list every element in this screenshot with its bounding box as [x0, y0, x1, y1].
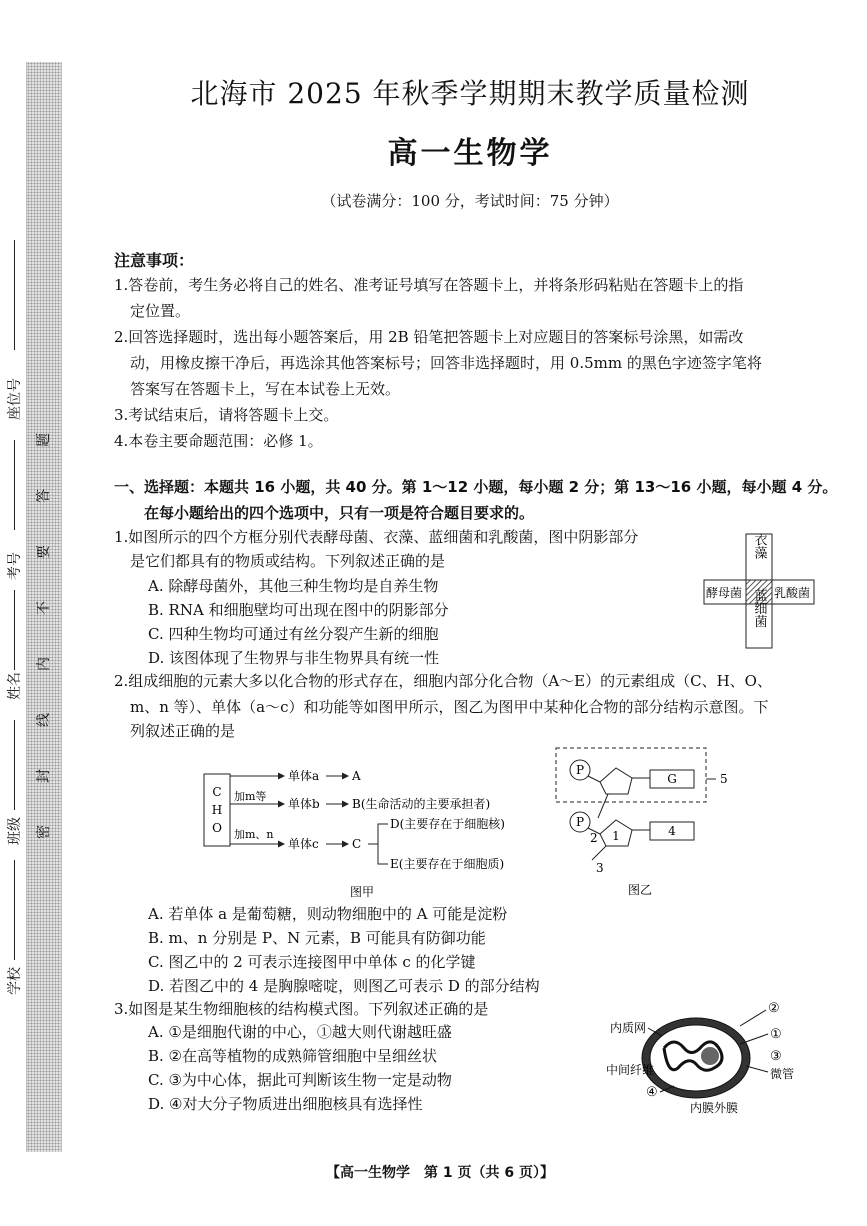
q1-stem-2: 是它们都具有的物质或结构。下列叙述正确的是	[130, 552, 446, 570]
note-line: 定位置。	[130, 302, 191, 320]
exam-no-label: 考号	[7, 552, 23, 580]
q3-option-a: A. ①是细胞代谢的中心，①越大则代谢越旺盛	[148, 1023, 452, 1041]
svg-text:E(主要存在于细胞质): E(主要存在于细胞质)	[390, 857, 505, 871]
label-microtubule: 微管	[770, 1067, 795, 1081]
seal-char: 题	[36, 433, 52, 447]
q2-stem-2: m、n 等）、单体（a～c）和功能等如图甲所示，图乙为图甲中某种化合物的部分结构示意图。下	[130, 698, 769, 716]
score-info: （试卷满分：100 分，考试时间：75 分钟）	[321, 192, 619, 210]
label-filament: 中间纤维	[605, 1063, 654, 1077]
note-line: 答案写在答题卡上，写在本试卷上无效。	[130, 380, 401, 398]
q2-option-a: A. 若单体 a 是葡萄糖，则动物细胞中的 A 可能是淀粉	[148, 905, 508, 923]
q2-option-c: C. 图乙中的 2 可表示连接图甲中单体 c 的化学键	[148, 953, 476, 971]
svg-text:B(生命活动的主要承担者): B(生命活动的主要承担者)	[352, 797, 491, 811]
seal-char: 封	[36, 769, 52, 783]
subject-title: 高一生物学	[387, 136, 553, 171]
class-label: 班级	[7, 817, 23, 845]
seal-char: 不	[36, 601, 52, 615]
fig-left-label: 酵母菌	[706, 586, 743, 600]
section-heading: 一、选择题：本题共 16 小题，共 40 分。第 1～12 小题，每小题 2 分；第 13～16 小题，每小题 4 分。	[114, 478, 838, 496]
element-h: H	[211, 803, 223, 817]
q1-stem: 1.如图所示的四个方框分别代表酵母菌、衣藻、蓝细菌和乳酸菌，图中阴影部分	[114, 528, 639, 546]
q2-option-d: D. 若图乙中的 4 是胸腺嘧啶，则图乙可表示 D 的部分结构	[148, 977, 540, 995]
svg-text:2: 2	[590, 831, 598, 845]
svg-text:单体a: 单体a	[288, 769, 320, 783]
q1-option-c: C. 四种生物均可通过有丝分裂产生新的细胞	[148, 625, 439, 643]
svg-text:加m等: 加m等	[234, 790, 267, 803]
svg-text:③: ③	[770, 1049, 782, 1064]
name-underline	[14, 590, 15, 670]
class-underline	[14, 720, 15, 810]
seal-char: 内	[36, 657, 52, 671]
seal-char: 要	[36, 545, 52, 559]
seal-char: 密	[36, 825, 52, 839]
svg-text:单体c: 单体c	[288, 837, 319, 851]
q2-figure-yi	[548, 742, 748, 904]
q2-stem: 2.组成细胞的元素大多以化合物的形式存在，细胞内部分化合物（A～E）的元素组成（C、H、O、	[114, 672, 772, 690]
note-line: 动，用橡皮擦干净后，再选涂其他答案标号；回答非选择题时，用 0.5mm 的黑色字迹签字笔将	[130, 354, 762, 372]
q3-option-b: B. ②在高等植物的成熟筛管细胞中呈细丝状	[148, 1047, 438, 1065]
name-label: 姓名	[7, 672, 23, 700]
element-o: O	[212, 821, 222, 835]
binding-strip	[0, 0, 86, 1226]
note-line: 2.回答选择题时，选出每小题答案后，用 2B 铅笔把答题卡上对应题目的答案标号涂黑，如需改	[114, 328, 744, 346]
svg-text:D(主要存在于细胞核): D(主要存在于细胞核)	[390, 817, 505, 831]
notes-heading: 注意事项：	[114, 251, 195, 270]
svg-text:P: P	[575, 815, 585, 829]
q3-nucleus-figure	[590, 1000, 800, 1120]
note-line: 3.考试结束后，请将答题卡上交。	[114, 406, 339, 424]
label-membrane: 内膜外膜	[689, 1101, 739, 1115]
fig-top-label: 衣藻	[751, 533, 767, 559]
element-c: C	[212, 785, 222, 799]
svg-text:A: A	[352, 769, 361, 783]
q3-option-c: C. ③为中心体，据此可判断该生物一定是动物	[148, 1071, 452, 1089]
exam-title: 北海市 2025 年秋季学期期末教学质量检测	[190, 77, 750, 110]
school-label: 学校	[7, 967, 23, 995]
note-line: 4.本卷主要命题范围：必修 1。	[114, 432, 323, 450]
q2-option-b: B. m、n 分别是 P、N 元素，B 可能具有防御功能	[148, 929, 486, 947]
svg-text:②: ②	[768, 1001, 780, 1016]
svg-text:4: 4	[668, 824, 676, 838]
fig-bottom-label: 蓝细菌	[751, 588, 767, 628]
q1-cross-figure	[700, 528, 820, 658]
q2-stem-3: 列叙述正确的是	[130, 722, 236, 740]
note-line: 1.答卷前，考生务必将自己的姓名、准考证号填写在答题卡上，并将条形码粘贴在答题卡上的指	[114, 276, 744, 294]
seat-label: 座位号	[7, 378, 23, 420]
svg-text:C: C	[352, 837, 362, 851]
seal-char: 线	[36, 713, 52, 727]
fig-right-label: 乳酸菌	[774, 586, 811, 600]
q3-option-d: D. ④对大分子物质进出细胞核具有选择性	[148, 1095, 423, 1113]
svg-text:1: 1	[612, 829, 620, 843]
svg-text:5: 5	[720, 772, 728, 786]
svg-text:G: G	[667, 772, 677, 786]
q1-option-d: D. 该图体现了生物界与非生物界具有统一性	[148, 649, 440, 667]
seat-underline	[14, 240, 15, 350]
q2-figure-jia	[200, 762, 540, 904]
q3-stem: 3.如图是某生物细胞核的结构模式图。下列叙述正确的是	[114, 1000, 489, 1018]
q1-option-a: A. 除酵母菌外，其他三种生物均是自养生物	[148, 577, 439, 595]
caption-yi: 图乙	[627, 883, 653, 897]
section-heading-2: 在每小题给出的四个选项中，只有一项是符合题目要求的。	[144, 504, 535, 522]
page-footer: 【高一生物学 第 1 页（共 6 页）】	[326, 1165, 554, 1181]
svg-text:P: P	[575, 763, 585, 777]
svg-text:④: ④	[646, 1085, 658, 1100]
q1-option-b: B. RNA 和细胞壁均可出现在图中的阴影部分	[148, 601, 449, 619]
caption-jia: 图甲	[349, 885, 375, 899]
svg-text:单体b: 单体b	[288, 797, 320, 811]
svg-text:加m、n: 加m、n	[234, 828, 274, 841]
label-er: 内质网	[609, 1021, 646, 1035]
exam-no-underline	[14, 440, 15, 530]
svg-text:3: 3	[596, 861, 604, 875]
school-underline	[14, 860, 15, 960]
seal-char: 答	[36, 489, 52, 503]
svg-text:①: ①	[770, 1027, 782, 1042]
